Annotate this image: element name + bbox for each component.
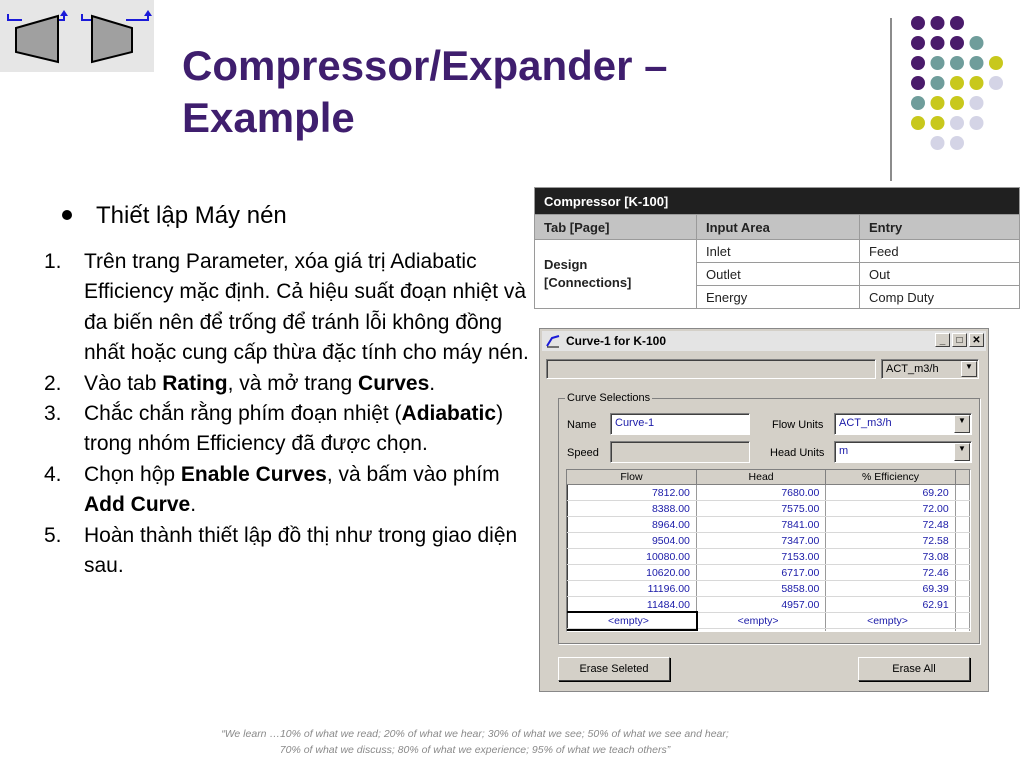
- decorative-dot: [950, 96, 964, 110]
- grid-spacer: [955, 597, 969, 613]
- step-bold-text: Curves: [358, 371, 430, 395]
- step-item: [44, 399, 529, 460]
- step-text: Hoàn thành thiết lập đồ thị như trong giao diện sau.: [84, 523, 518, 578]
- divider-line: [890, 18, 892, 181]
- chevron-down-icon[interactable]: ▼: [954, 415, 970, 433]
- grid-cell[interactable]: 7153.00: [696, 549, 825, 565]
- chevron-down-icon[interactable]: ▼: [954, 443, 970, 461]
- name-label: Name: [567, 419, 597, 431]
- grid-cell[interactable]: 7347.00: [696, 533, 825, 549]
- step-text: Trên trang Parameter, xóa giá trị Adiabatic Efficiency mặc định. Cả hiệu suất đoạn nhiệt và đa biến nên để trống để tránh lỗi không đồng nhất hoặc cung cấp thừa đặc tính cho máy nén.: [84, 250, 529, 365]
- bullet-icon: [62, 210, 72, 220]
- step-bold-text: Add Curve: [84, 493, 191, 517]
- decorative-dot-grid: [908, 14, 1018, 164]
- column-header: Input Area: [697, 215, 860, 240]
- group-label: Curve Selections: [567, 392, 651, 404]
- grid-cell[interactable]: 6717.00: [696, 565, 825, 581]
- curve-data-grid: [566, 469, 971, 632]
- grid-cell[interactable]: 11196.00: [567, 581, 696, 597]
- connections-table-title: Compressor [K-100]: [535, 188, 1020, 215]
- grid-spacer: [955, 533, 969, 549]
- speed-input[interactable]: [610, 441, 750, 463]
- table-row: [567, 629, 970, 633]
- steps-list: [44, 247, 529, 581]
- decorative-dot: [989, 56, 1003, 70]
- decorative-dot: [911, 16, 925, 30]
- tab-page-line: Design: [544, 257, 588, 272]
- grid-cell[interactable]: 72.48: [826, 517, 955, 533]
- table-row[interactable]: [567, 533, 970, 549]
- grid-column-header[interactable]: % Efficiency: [826, 470, 955, 485]
- empty-cell[interactable]: <empty>: [826, 613, 955, 629]
- chevron-down-icon[interactable]: ▼: [961, 361, 977, 377]
- app-icon: [546, 334, 560, 348]
- grid-cell[interactable]: 9504.00: [567, 533, 696, 549]
- connections-table: [534, 187, 1020, 309]
- decorative-dot: [970, 96, 984, 110]
- decorative-dot: [911, 96, 925, 110]
- table-row[interactable]: [567, 565, 970, 581]
- grid-cell[interactable]: 69.20: [826, 485, 955, 501]
- column-header: Tab [Page]: [535, 215, 697, 240]
- decorative-dot: [970, 56, 984, 70]
- grid-cell[interactable]: 7812.00: [567, 485, 696, 501]
- bullet-item: [62, 202, 287, 230]
- maximize-icon[interactable]: □: [952, 333, 967, 347]
- decorative-dot: [911, 76, 925, 90]
- input-area-cell: Outlet: [697, 263, 860, 286]
- empty-cell[interactable]: <empty>: [696, 613, 825, 629]
- flow-units-label: Flow Units: [772, 419, 824, 431]
- decorative-dot: [911, 116, 925, 130]
- speed-label: Speed: [567, 447, 599, 459]
- flow-units-dropdown[interactable]: [834, 413, 972, 435]
- decorative-dot: [950, 36, 964, 50]
- grid-cell[interactable]: 5858.00: [696, 581, 825, 597]
- input-area-cell: Energy: [697, 286, 860, 309]
- step-number: 5.: [44, 523, 62, 547]
- table-row[interactable]: [567, 597, 970, 613]
- step-number: 4.: [44, 462, 62, 486]
- name-input[interactable]: [610, 413, 750, 435]
- window-titlebar[interactable]: [542, 331, 986, 351]
- grid-spacer: [955, 581, 969, 597]
- compressor-expander-icon: [0, 0, 154, 72]
- decorative-dot: [911, 36, 925, 50]
- step-item: [44, 460, 529, 521]
- decorative-dot: [931, 56, 945, 70]
- grid-cell[interactable]: 7575.00: [696, 501, 825, 517]
- grid-cell[interactable]: 10080.00: [567, 549, 696, 565]
- head-units-value: m: [839, 445, 849, 457]
- flow-units-value: ACT_m3/h: [839, 417, 892, 429]
- decorative-dot: [950, 76, 964, 90]
- curve-window: [539, 328, 989, 692]
- grid-cell[interactable]: 62.91: [826, 597, 955, 613]
- step-text: Chắc chắn rằng phím đoạn nhiệt (: [84, 402, 402, 426]
- step-text: Vào tab: [84, 371, 163, 395]
- footer-line: “We learn …10% of what we read; 20% of what we hear; 30% of what we see; 50% of what we see and hear;: [221, 728, 729, 740]
- curve-caption-field[interactable]: [546, 359, 876, 379]
- grid-cell[interactable]: 4957.00: [696, 597, 825, 613]
- step-number: 3.: [44, 402, 62, 426]
- step-text: Chọn hộp: [84, 462, 181, 486]
- grid-cell[interactable]: 72.00: [826, 501, 955, 517]
- grid-cell[interactable]: 10620.00: [567, 565, 696, 581]
- step-text: , và mở trang: [227, 371, 359, 395]
- step-text: .: [190, 493, 197, 517]
- grid-spacer: [955, 629, 969, 633]
- decorative-dot: [931, 136, 945, 150]
- entry-cell: Comp Duty: [860, 286, 1020, 309]
- step-bold-text: Adiabatic: [401, 402, 497, 426]
- column-header: Entry: [860, 215, 1020, 240]
- top-unit-dropdown[interactable]: [881, 359, 979, 379]
- grid-cell[interactable]: 73.08: [826, 549, 955, 565]
- step-bold-text: Enable Curves: [180, 462, 327, 486]
- grid-corner: [955, 470, 969, 485]
- top-unit-value: ACT_m3/h: [886, 363, 939, 375]
- tab-page-cell: [535, 240, 697, 309]
- bullet-text: Thiết lập Máy nén: [96, 202, 287, 229]
- step-text: .: [429, 371, 436, 395]
- grid-cell[interactable]: 11484.00: [567, 597, 696, 613]
- table-row[interactable]: [567, 613, 970, 629]
- decorative-dot: [931, 36, 945, 50]
- grid-cell[interactable]: 8964.00: [567, 517, 696, 533]
- step-number: 1.: [44, 250, 62, 273]
- grid-spacer: [955, 613, 969, 629]
- footer-quote: [120, 726, 830, 758]
- decorative-dot: [911, 56, 925, 70]
- grid-cell[interactable]: 69.39: [826, 581, 955, 597]
- head-units-dropdown[interactable]: [834, 441, 972, 463]
- grid-cell[interactable]: 7841.00: [696, 517, 825, 533]
- table-row[interactable]: [567, 549, 970, 565]
- footer-line: 70% of what we discuss; 80% of what we experience; 95% of what we teach others”: [279, 744, 671, 756]
- grid-spacer: [955, 565, 969, 581]
- grid-cell: [696, 629, 825, 633]
- grid-cell: [567, 629, 696, 633]
- step-item: [44, 247, 529, 369]
- tab-page-line: [Connections]: [544, 275, 632, 290]
- empty-cell[interactable]: <empty>: [567, 613, 696, 629]
- decorative-dot: [931, 16, 945, 30]
- grid-column-header[interactable]: Head: [696, 470, 825, 485]
- grid-cell[interactable]: 7680.00: [696, 485, 825, 501]
- grid-spacer: [955, 517, 969, 533]
- decorative-dot: [950, 136, 964, 150]
- decorative-dot: [931, 116, 945, 130]
- table-row[interactable]: [567, 517, 970, 533]
- table-row[interactable]: [567, 485, 970, 501]
- grid-spacer: [955, 549, 969, 565]
- step-text: , và bấm vào phím: [326, 462, 500, 486]
- decorative-dot: [970, 36, 984, 50]
- slide-title: Compressor/Expander – Example: [182, 42, 668, 141]
- decorative-dot: [970, 116, 984, 130]
- grid-column-header[interactable]: Flow: [567, 470, 696, 485]
- entry-cell: Out: [860, 263, 1020, 286]
- entry-cell: Feed: [860, 240, 1020, 263]
- grid-spacer: [955, 501, 969, 517]
- step-item: [44, 521, 529, 582]
- decorative-dot: [931, 76, 945, 90]
- grid-cell[interactable]: 8388.00: [567, 501, 696, 517]
- grid-cell[interactable]: 72.58: [826, 533, 955, 549]
- close-icon[interactable]: ✕: [969, 333, 984, 347]
- minimize-icon[interactable]: _: [935, 333, 950, 347]
- decorative-dot: [950, 56, 964, 70]
- step-number: 2.: [44, 371, 62, 395]
- step-text: ) trong nhóm Efficiency đã được chọn.: [84, 402, 504, 456]
- head-units-label: Head Units: [770, 447, 825, 459]
- grid-cell: [826, 629, 955, 633]
- decorative-dot: [970, 76, 984, 90]
- table-row[interactable]: [567, 581, 970, 597]
- table-row[interactable]: [567, 501, 970, 517]
- decorative-dot: [931, 96, 945, 110]
- step-item: [44, 369, 529, 399]
- name-value: Curve-1: [615, 417, 655, 429]
- grid-spacer: [955, 485, 969, 501]
- erase-selected-button[interactable]: Erase Seleted: [558, 657, 670, 681]
- decorative-dot: [950, 116, 964, 130]
- step-bold-text: Rating: [162, 371, 228, 395]
- decorative-dot: [989, 76, 1003, 90]
- input-area-cell: Inlet: [697, 240, 860, 263]
- erase-all-button[interactable]: Erase All: [858, 657, 970, 681]
- decorative-dot: [950, 16, 964, 30]
- grid-cell[interactable]: 72.46: [826, 565, 955, 581]
- window-title: Curve-1 for K-100: [566, 334, 667, 348]
